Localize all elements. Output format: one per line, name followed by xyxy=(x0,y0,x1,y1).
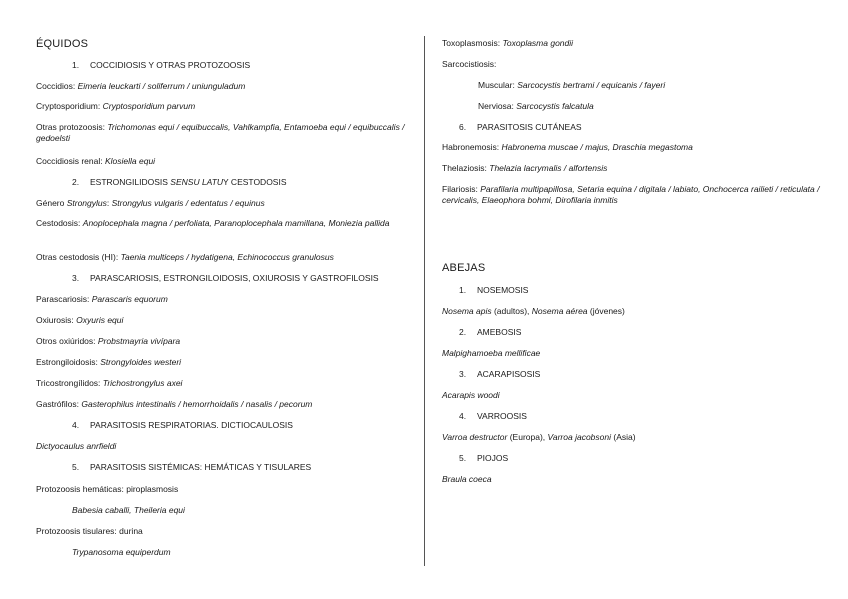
entry-filariosis: Filariosis: Parafilaria multipapillosa, Setaria equina / digitala / labiato, Onchocerca railieti / reticulata / cervicalis, Elaeophora bohmi, Dirofilaria inmitis xyxy=(442,184,820,205)
entry-malpighamoeba: Malpighamoeba mellificae xyxy=(442,348,541,358)
entry-otras-protozoosis: Otras protozoosis: Trichomonas equi / equibuccalis, Vahlkampfia, Entamoeba equi / equibuccalis / gedoelsti xyxy=(36,122,405,143)
heading-varroosis: 4. VARROOSIS xyxy=(459,411,527,421)
entry-coccidios: Coccidios: Eimeria leuckarti / soliferrum / uniunguladum xyxy=(36,81,246,91)
entry-sarco-muscular: Muscular: Sarcocystis bertrami / equicanis / fayeri xyxy=(478,80,666,90)
column-divider xyxy=(424,36,425,566)
heading-acarapisosis: 3. ACARAPISOSIS xyxy=(459,369,541,379)
entry-otras-cestodosis: Otras cestodosis (HI): Taenia multiceps / hydatigena, Echinococcus granulosus xyxy=(36,252,334,262)
entry-protozoosis-tisulares: Protozoosis tisulares: durina xyxy=(36,526,143,536)
heading-parasitosis-sistemicas: 5. PARASITOSIS SISTÉMICAS: HEMÁTICAS Y TISULARES xyxy=(72,462,312,472)
entry-braula: Braula coeca xyxy=(442,474,492,484)
entry-oxiurosis: Oxiurosis: Oxyuris equi xyxy=(36,315,124,325)
entry-estrongiloidosis: Estrongiloidosis: Strongyloides westeri xyxy=(36,357,182,367)
entry-coccidiosis-renal: Coccidiosis renal: Klosiella equi xyxy=(36,156,156,166)
heading-parasitosis-respiratorias: 4. PARASITOSIS RESPIRATORIAS. DICTIOCAULOSIS xyxy=(72,420,293,430)
heading-coccidiosis: 1. COCCIDIOSIS Y OTRAS PROTOZOOSIS xyxy=(72,60,251,70)
heading-estrongilidosis: 2. ESTRONGILIDOSIS SENSU LATUY CESTODOSIS xyxy=(72,177,287,187)
entry-nosema: Nosema apis (adultos), Nosema aérea (jóvenes) xyxy=(442,306,625,316)
entry-toxoplasmosis: Toxoplasmosis: Toxoplasma gondii xyxy=(442,38,574,48)
heading-piojos: 5. PIOJOS xyxy=(459,453,509,463)
entry-varroa: Varroa destructor (Europa), Varroa jacobsoni (Asia) xyxy=(442,432,636,442)
entry-otros-oxiuridos: Otros oxiúridos: Probstmayria vivípara xyxy=(36,336,181,346)
entry-acarapis: Acarapis woodi xyxy=(442,390,500,400)
entry-protozoosis-hematicas: Protozoosis hemáticas: piroplasmosis xyxy=(36,484,179,494)
heading-nosemosis: 1. NOSEMOSIS xyxy=(459,285,529,295)
section-title-equidos: ÉQUIDOS xyxy=(36,38,89,50)
entry-sarcocistiosis: Sarcocistiosis: xyxy=(442,59,497,69)
entry-sarco-nerviosa: Nerviosa: Sarcocystis falcatula xyxy=(478,101,594,111)
entry-parascariosis: Parascariosis: Parascaris equorum xyxy=(36,294,168,304)
entry-habronemosis: Habronemosis: Habronema muscae / majus, Draschia megastoma xyxy=(442,142,693,152)
entry-cestodosis: Cestodosis: Anoplocephala magna / perfoliata, Paranoplocephala mamillana, Moniezia pallida xyxy=(36,218,390,228)
entry-dictyocaulus: Dictyocaulus anrfieldi xyxy=(36,441,117,451)
heading-parasitosis-cutaneas: 6. PARASITOSIS CUTÁNEAS xyxy=(459,122,582,132)
entry-trypanosoma: Trypanosoma equiperdum xyxy=(72,547,171,557)
entry-thelaziosis: Thelaziosis: Thelazia lacrymalis / alfortensis xyxy=(442,163,608,173)
entry-genero-strongylus: Género Strongylus: Strongylus vulgaris / edentatus / equinus xyxy=(36,198,265,208)
section-title-abejas: ABEJAS xyxy=(442,262,486,274)
entry-tricostrongilidos: Tricostrongílidos: Trichostrongylus axei xyxy=(36,378,183,388)
entry-cryptosporidium: Cryptosporidium: Cryptosporidium parvum xyxy=(36,101,196,111)
heading-amebosis: 2. AMEBOSIS xyxy=(459,327,522,337)
entry-gastrofilos: Gastrófilos: Gasterophilus intestinalis / hemorrhoidalis / nasalis / pecorum xyxy=(36,399,313,409)
entry-babesia: Babesia caballi, Theileria equi xyxy=(72,505,185,515)
heading-parascariosis: 3. PARASCARIOSIS, ESTRONGILOIDOSIS, OXIUROSIS Y GASTROFILOSIS xyxy=(72,273,379,283)
